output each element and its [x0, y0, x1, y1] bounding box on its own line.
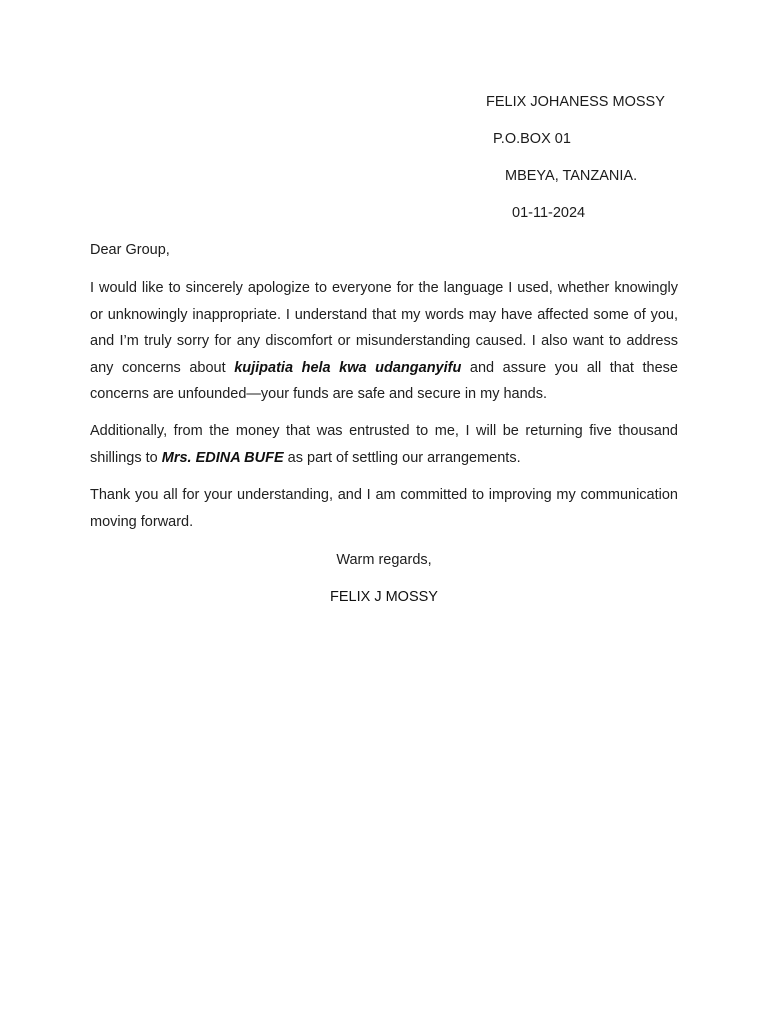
- p2-text-start: Additionally, from the money that was entrusted to me, I will be returning five thousand shillings to: [90, 423, 678, 466]
- p2-text-end: as part of settling our arrangements.: [283, 449, 521, 466]
- letter-date: 01-11-2024: [512, 205, 586, 221]
- salutation: Dear Group,: [90, 242, 170, 258]
- body-paragraph-3: Thank you all for your understanding, and I am committed to improving my communication moving forward.: [90, 487, 678, 530]
- signature-name: FELIX J MOSSY: [330, 589, 438, 605]
- p2-emphasis-name: Mrs. EDINA BUFE: [161, 449, 284, 466]
- p1-text-start: I would like to sincerely apologize to everyone for the language I used, whether knowingly or unknowingly inappropriate. I understand that my words may have affected some of you, and I’m truly sorry for any discomfort or misunderstanding caused. I also want to address any concerns about: [90, 280, 678, 376]
- p1-text-end: and assure you all that these concerns are unfounded—your funds are safe and secure in my hands.: [90, 359, 678, 403]
- sender-name: FELIX JOHANESS MOSSY: [486, 94, 665, 110]
- closing-regards: Warm regards,: [336, 552, 432, 568]
- p1-emphasis: kujipatia hela kwa udanganyifu: [234, 359, 462, 376]
- sender-po-box: P.O.BOX 01: [493, 131, 571, 147]
- sender-city: MBEYA, TANZANIA.: [505, 168, 638, 184]
- body-paragraph-1: [90, 275, 678, 408]
- body-paragraph-2: [90, 418, 678, 471]
